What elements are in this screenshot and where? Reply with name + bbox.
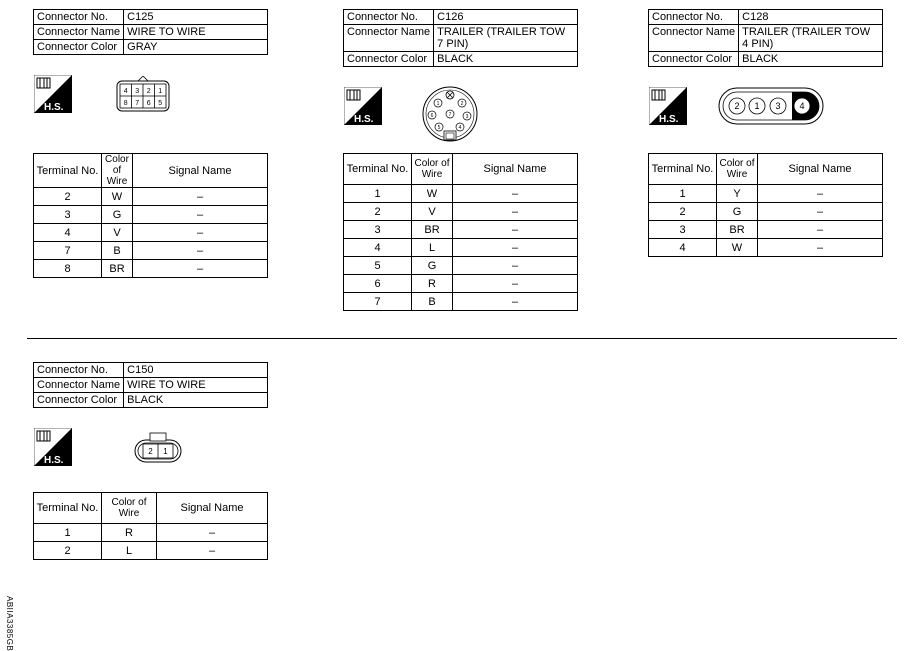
terminal-no-cell: 2 [34,542,102,560]
connector-name-value: WIRE TO WIRE [124,378,268,393]
terminal-no-cell: 2 [344,203,412,221]
terminal-no-cell: 4 [649,239,717,257]
diagram-reference-code: ABIIA3385GB [5,596,14,651]
connector-color-label: Connector Color [344,52,434,67]
terminal-no-cell: 3 [649,221,717,239]
signal-name-cell: – [133,206,268,224]
wire-color-cell: G [102,206,133,224]
pin-label: 1 [436,101,440,107]
terminal-no-header: Terminal No. [34,493,102,524]
table-row [34,224,268,242]
connector-no-label: Connector No. [34,363,124,378]
pin-label: 1 [754,101,760,111]
connector-info-table [33,362,268,408]
color-of-wire-header: Color of Wire [102,154,133,188]
connector-c125 [33,9,268,55]
hs-label: H.S. [44,102,64,113]
connector-no-value: C128 [739,10,883,25]
wire-color-cell: L [102,542,157,560]
connector-c150 [33,362,268,408]
hs-label: H.S. [659,114,679,125]
wire-color-cell: W [102,188,133,206]
hs-icon [34,428,72,471]
pin-label: 4 [123,88,128,95]
connector-no-value: C125 [124,10,268,25]
section-divider [27,338,897,339]
terminal-no-cell: 3 [344,221,412,239]
terminal-no-cell: 7 [34,242,102,260]
table-row [34,524,268,542]
pin-label: 4 [799,101,805,111]
table-row [34,188,268,206]
wire-color-cell: V [412,203,453,221]
connector-name-label: Connector Name [34,378,124,393]
signal-name-cell: – [453,203,578,221]
connector-face-c150 [134,432,182,469]
wire-color-cell: BR [717,221,758,239]
pin-label: 2 [734,101,740,111]
table-row [344,275,578,293]
table-row [649,239,883,257]
terminal-no-cell: 1 [34,524,102,542]
connector-c126 [343,9,578,67]
signal-name-cell: – [453,221,578,239]
signal-name-cell: – [758,221,883,239]
wire-color-cell: V [102,224,133,242]
terminal-no-cell: 2 [34,188,102,206]
table-row [649,185,883,203]
wire-color-cell: BR [102,260,133,278]
terminal-table-c125 [33,153,268,278]
wire-color-cell: W [717,239,758,257]
color-of-wire-header: Color of Wire [717,154,758,185]
table-row [344,185,578,203]
pin-label: 8 [123,100,128,107]
hs-icon [344,87,382,130]
table-row [344,203,578,221]
terminal-no-header: Terminal No. [344,154,412,185]
signal-name-cell: – [133,242,268,260]
connector-color-value: BLACK [434,52,578,67]
signal-name-cell: – [133,188,268,206]
connector-no-label: Connector No. [34,10,124,25]
pin-label: 4 [458,125,462,131]
connector-no-value: C126 [434,10,578,25]
terminal-table-c126 [343,153,578,311]
connector-name-label: Connector Name [649,25,739,52]
pin-label: 5 [158,100,163,107]
hs-label: H.S. [44,455,64,466]
signal-name-cell: – [133,260,268,278]
connector-info-table [648,9,883,67]
wire-color-cell: W [412,185,453,203]
signal-name-header: Signal Name [758,154,883,185]
signal-name-cell: – [157,542,268,560]
table-row [34,542,268,560]
signal-name-cell: – [133,224,268,242]
terminal-no-cell: 8 [34,260,102,278]
terminal-no-cell: 1 [649,185,717,203]
connector-name-value: TRAILER (TRAILER TOW 4 PIN) [739,25,883,52]
terminal-no-cell: 3 [34,206,102,224]
connector-face-c126 [420,86,480,147]
terminal-table-c128 [648,153,883,257]
connector-color-label: Connector Color [649,52,739,67]
pin-label: 7 [135,100,140,107]
table-row [344,221,578,239]
connector-color-value: BLACK [124,393,268,408]
signal-name-header: Signal Name [453,154,578,185]
connector-name-value: TRAILER (TRAILER TOW 7 PIN) [434,25,578,52]
table-row [34,260,268,278]
signal-name-cell: – [453,275,578,293]
color-of-wire-header: Color of Wire [412,154,453,185]
signal-name-cell: – [758,239,883,257]
connector-color-label: Connector Color [34,393,124,408]
connector-info-table [343,9,578,67]
terminal-no-cell: 4 [34,224,102,242]
connector-no-value: C150 [124,363,268,378]
connector-name-value: WIRE TO WIRE [124,25,268,40]
wire-color-cell: G [412,257,453,275]
signal-name-cell: – [453,239,578,257]
wire-color-cell: R [412,275,453,293]
connector-c128 [648,9,883,67]
connector-face-c125 [116,76,170,117]
wire-color-cell: G [717,203,758,221]
table-row [344,257,578,275]
pin-label: 7 [448,112,452,118]
wire-color-cell: B [412,293,453,311]
signal-name-header: Signal Name [133,154,268,188]
signal-name-cell: – [453,293,578,311]
table-row [344,293,578,311]
terminal-no-cell: 6 [344,275,412,293]
connector-no-label: Connector No. [649,10,739,25]
hs-label: H.S. [354,114,374,125]
terminal-no-cell: 2 [649,203,717,221]
terminal-no-header: Terminal No. [34,154,102,188]
signal-name-cell: – [453,257,578,275]
connector-no-label: Connector No. [344,10,434,25]
hs-icon [34,75,72,118]
pin-label: 3 [465,114,469,120]
terminal-no-cell: 5 [344,257,412,275]
signal-name-cell: – [453,185,578,203]
signal-name-cell: – [758,185,883,203]
pin-label: 1 [158,88,163,95]
wire-color-cell: R [102,524,157,542]
wire-color-cell: Y [717,185,758,203]
table-row [649,203,883,221]
connector-info-table [33,9,268,55]
signal-name-header: Signal Name [157,493,268,524]
color-of-wire-header: Color of Wire [102,493,157,524]
terminal-no-cell: 7 [344,293,412,311]
table-row [34,206,268,224]
wire-color-cell: L [412,239,453,257]
pin-label: 1 [163,447,168,456]
terminal-no-cell: 4 [344,239,412,257]
table-row [34,242,268,260]
connector-color-value: BLACK [739,52,883,67]
connector-color-label: Connector Color [34,40,124,55]
signal-name-cell: – [157,524,268,542]
table-row [649,221,883,239]
table-row [344,239,578,257]
connector-face-c128 [718,87,824,130]
connector-color-value: GRAY [124,40,268,55]
wire-color-cell: BR [412,221,453,239]
terminal-table-c150 [33,492,268,560]
hs-icon [649,87,687,130]
pin-label: 3 [135,88,140,95]
wire-color-cell: B [102,242,133,260]
connector-name-label: Connector Name [34,25,124,40]
connector-name-label: Connector Name [344,25,434,52]
pin-label: 6 [146,100,151,107]
signal-name-cell: – [758,203,883,221]
pin-label: 6 [430,113,434,119]
pin-label: 2 [460,101,464,107]
pin-label: 2 [146,88,151,95]
pin-label: 2 [148,447,153,456]
pin-label: 3 [775,101,781,111]
terminal-no-header: Terminal No. [649,154,717,185]
terminal-no-cell: 1 [344,185,412,203]
pin-label: 5 [437,125,441,131]
